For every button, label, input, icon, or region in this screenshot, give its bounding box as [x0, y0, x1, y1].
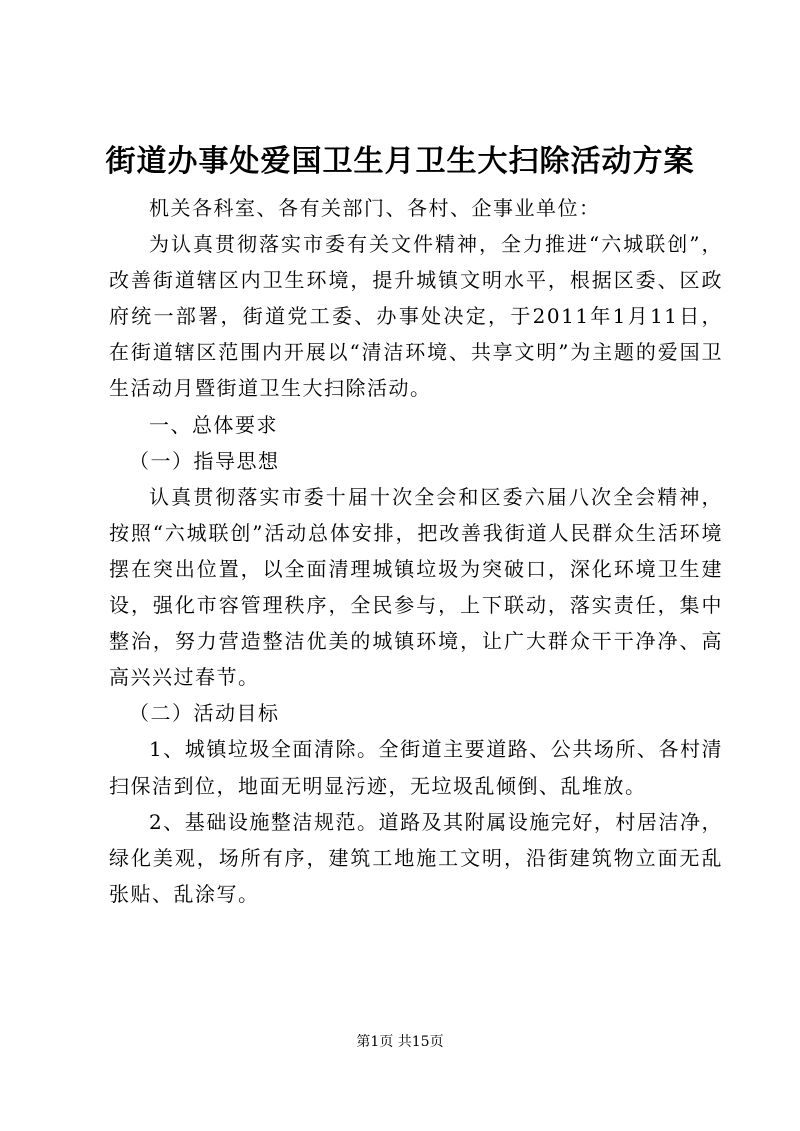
page-number-footer: 第1页 共15页: [356, 1034, 444, 1050]
subsection-heading-activity-goals: （二）活动目标: [129, 701, 280, 726]
salutation-paragraph: 机关各科室、各有关部门、各村、企事业单位：: [149, 196, 601, 220]
intro-paragraph: 为认真贯彻落实市委有关文件精神，全力推进“六城联创”，改善街道辖区内卫生环境，提升城镇文明水平，根据区委、区政府统一部署，街道党工委、办事处决定，于2011年1月11日，在街道辖区范围内开展以“清洁环境、共享文明”为主题的爱国卫生活动月暨街道卫生大扫除活动。: [109, 232, 723, 401]
guiding-ideology-paragraph: 认真贯彻落实市委十届十次全会和区委六届八次全会精神，按照“六城联创”活动总体安排，把改善我街道人民群众生活环境摆在突出位置，以全面清理城镇垃圾为突破口，深化环境卫生建设，强化市容管理秩序，全民参与，上下联动，落实责任，集中整治，努力营造整洁优美的城镇环境，让广大群众干干净净、高高兴兴过春节。: [109, 484, 723, 690]
subsection-heading-guiding-ideology: （一）指导思想: [129, 448, 280, 473]
document-body: [109, 190, 723, 912]
section-heading-general-requirements: 一、总体要求: [149, 412, 278, 437]
goal-item-2: 2、基础设施整洁规范。道路及其附属设施完好，村居洁净，绿化美观，场所有序，建筑工地施工文明，沿街建筑物立面无乱张贴、乱涂写。: [109, 809, 723, 906]
document-title: 街道办事处爱国卫生月卫生大扫除活动方案: [105, 144, 695, 179]
goal-item-1: 1、城镇垃圾全面清除。全街道主要道路、公共场所、各村清扫保洁到位，地面无明显污迹，无垃圾乱倾倒、乱堆放。: [109, 737, 723, 798]
